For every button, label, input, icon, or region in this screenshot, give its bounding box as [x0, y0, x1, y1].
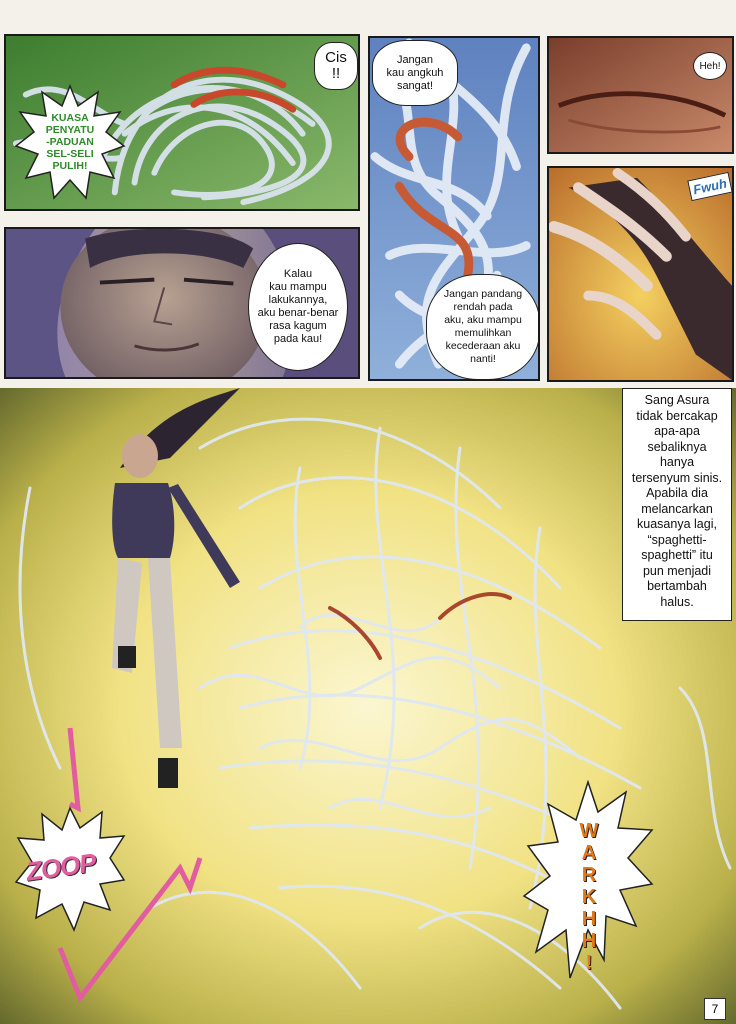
caption-burst-text: KUASA PENYATU -PADUAN SEL-SELI PULIH! [45, 112, 95, 172]
speech-heh: Heh! [693, 52, 727, 80]
panel-1 [4, 34, 360, 211]
narration-box: Sang Asura tidak bercakap apa-apa sebaliknya hanya tersenyum sinis. Apabila dia melancarkan kuasanya lagi, “spaghetti- spaghetti” itu pun menjadi bertambah halus. [622, 388, 732, 621]
panel-4 [547, 36, 734, 154]
panel-5 [547, 166, 734, 382]
panel-2 [4, 227, 360, 379]
speech-cis: Cis !! [314, 42, 358, 90]
panel-6 [0, 388, 736, 1024]
speech-kalau: Kalau kau mampu lakukannya, aku benar-benar rasa kagum pada kau! [248, 243, 348, 371]
page-number: 7 [704, 998, 726, 1020]
speech-jangan-angkuh: Jangan kau angkuh sangat! [372, 40, 458, 106]
panel-3 [368, 36, 540, 381]
sfx-fwuh: Fwuh [687, 172, 732, 201]
speech-jangan-pandang: Jangan pandang rendah pada aku, aku mampu memulihkan kecederaan aku nanti! [426, 274, 540, 380]
sfx-zoop: ZOOP [24, 847, 98, 887]
sfx-warkhh: WARKHH! [578, 820, 600, 974]
panel-5-art [549, 168, 732, 380]
